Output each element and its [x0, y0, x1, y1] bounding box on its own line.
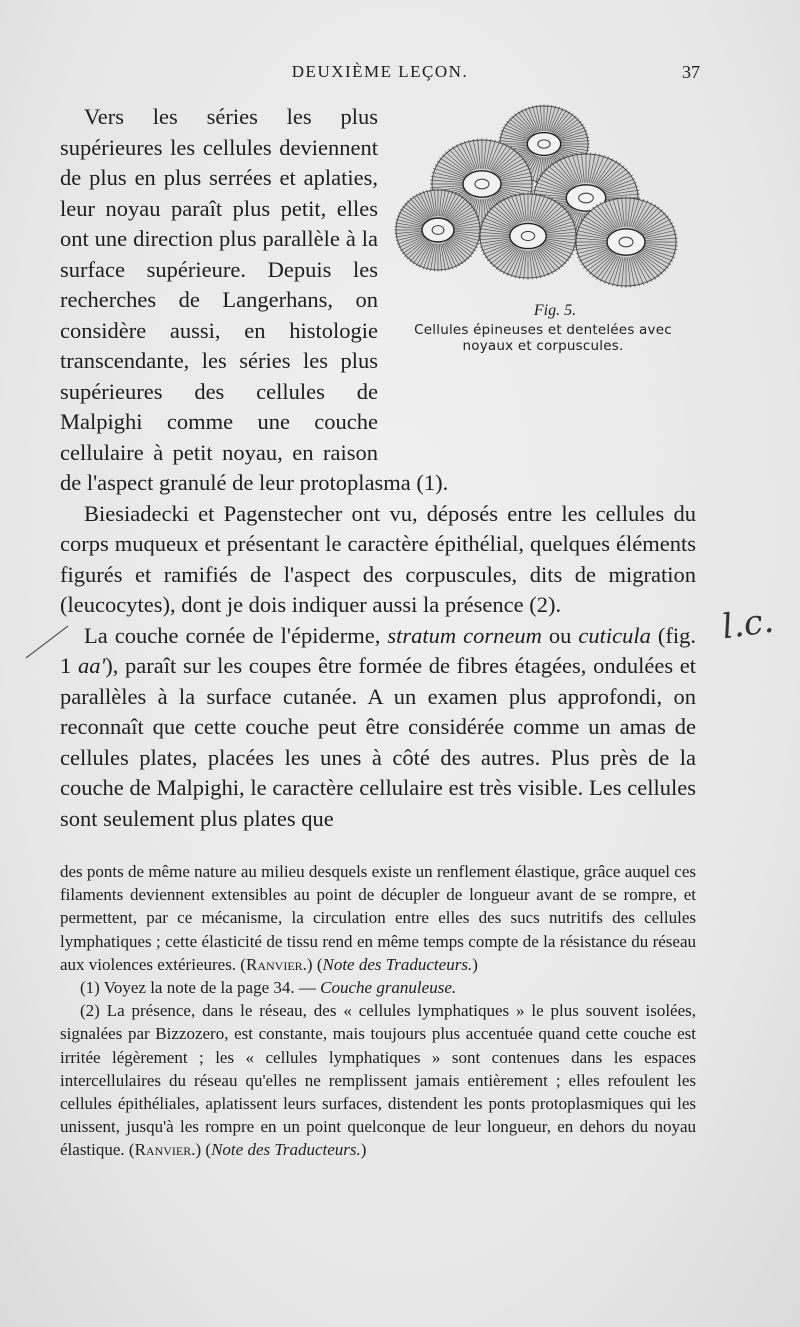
fn0-note: Note des Traducteurs.: [322, 954, 473, 974]
figure-label: Fig. 5.: [533, 302, 577, 319]
p3-fig-ref: aa': [77, 653, 106, 678]
page-header: [60, 62, 700, 88]
fn0-end: ): [472, 954, 478, 974]
running-head: DEUXIÈME LEÇON.: [291, 62, 469, 81]
fn2-end: ): [360, 1140, 367, 1160]
footnote-2: [60, 999, 696, 1161]
p3-text-e: (fig. 1: [60, 622, 697, 678]
footnote-1: [60, 976, 696, 999]
paragraph-1: Vers les séries les plus supérieures les cellules deviennent de plus en plus serrées et aplaties, leur noyau paraît plus petit, elles ont une direction plus parallèle à la surface supérieure. Depuis les recherches de Langerhans, on considère aussi, en histologie transcendante, les séries les plus supérieures des cellules de Malpighi comme une couche cellulaire à petit noyau, en raison de l'aspect granulé de leur protoplasma (1).: [60, 104, 449, 495]
epithelial-cells-illustration: [394, 102, 684, 298]
paragraph-3: [60, 621, 696, 835]
fn0-text: des ponts de même nature au milieu desquels existe un renflement élastique, grâce auquel ces filaments deviennent extensibles au point de décupler de longueur avant de se rompre, et permettent, par ce mécanisme, la circulation entre elles des sucs nutritifs des cellules lymphatiques ; cette élasticité de tissu rend en même temps compte de la résistance du réseau aux violences extérieures. (: [60, 862, 696, 974]
figure-caption: Cellules épineuses et dentelées avec noyaux et corpuscules.: [414, 322, 672, 354]
main-text: [60, 102, 696, 834]
pencil-mark: [24, 624, 70, 660]
fn2-text: (2) La présence, dans le réseau, des « cellules lymphatiques » le plus souvent isolées, signalées par Bizzozero, est constante, mais toujours plus accentuée quand cette couche est irritée légèrement ; les « cellules lymphatiques » sont contenues dans les espaces intercellulaires du réseau qu'elles ne remplissent jamais entièrement ; elles refoulent les cellules épithéliales, aplatissent leurs surfaces, distendent les ponts protoplasmiques qui les unissent, jusqu'à les rompre en un point quelconque de leur longueur, en dehors du noyau élastique. (: [60, 1001, 696, 1160]
fn0-sep: .) (: [302, 954, 323, 974]
fn2-sep: .) (: [191, 1140, 212, 1160]
p3-stratum-corneum: stratum corneum: [387, 622, 542, 648]
footnotes: [60, 860, 696, 1162]
fn0-author: Ranvier: [245, 954, 303, 974]
p3-cuticula: cuticula: [578, 622, 651, 648]
p3-text-g: ), paraît sur les coupes être formée de fibres étagées, ondulées et parallèles à la surface cutanée. A un examen plus approfondi, on reconnaît que cette couche peut être considérée comme un amas de cellules plates, placées les unes à côté des autres. Plus près de la couche de Malpighi, le caractère cellulaire est très visible. Les cellules sont seulement plus plates que: [60, 653, 697, 831]
fn1-text: (1) Voyez la note de la page 34. —: [80, 978, 321, 998]
p3-text-c: ou: [541, 622, 579, 648]
footnote-continuation: [60, 860, 696, 976]
cell-4: [394, 188, 481, 271]
page-number: 37: [682, 62, 700, 82]
cell-5: [478, 192, 578, 279]
p3-text-a: La couche cornée de l'épiderme,: [84, 622, 388, 648]
fn1-term: Couche granuleuse.: [320, 978, 457, 998]
paragraph-2: Biesiadecki et Pagenstecher ont vu, déposés entre les cellules du corps muqueux et présentant le caractère épithélial, quelques éléments figurés et ramifiés de l'aspect des corpuscules, dits de migration (leucocytes), dont je dois indiquer aussi la présence (2).: [60, 500, 696, 617]
margin-annotation: l.c.: [719, 600, 777, 648]
figure-5: [390, 102, 696, 446]
fn2-author: Ranvier: [134, 1140, 192, 1160]
fn2-note: Note des Traducteurs.: [211, 1140, 361, 1160]
cell-6: [574, 196, 678, 288]
